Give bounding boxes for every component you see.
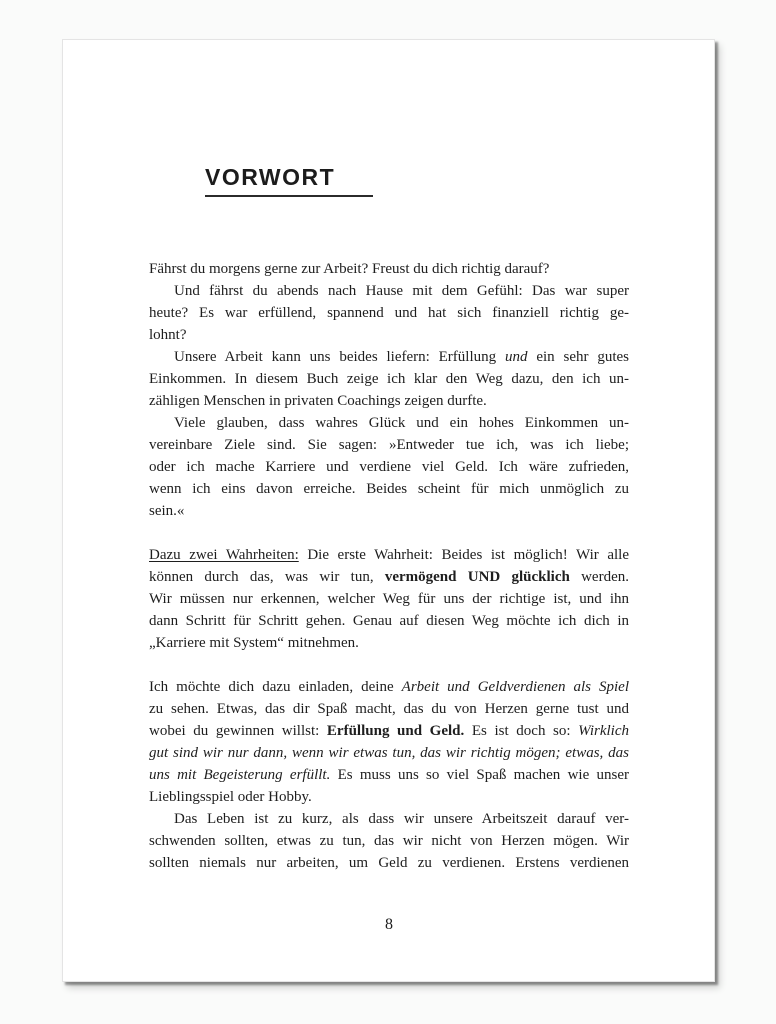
text-line — [149, 698, 629, 720]
text-line — [149, 808, 629, 830]
chapter-title: VORWORT — [205, 164, 336, 190]
text-line — [149, 500, 629, 522]
paragraph-spacer — [149, 654, 629, 676]
text-segment-italic: Wirklich — [578, 723, 629, 739]
text-segment-italic: gut sind wir nur dann, wenn wir etwas tun, das wir richtig mögen; etwas, das — [149, 745, 629, 761]
text-line — [149, 830, 629, 852]
text-segment: oder ich mache Karriere und verdiene viel Geld. Ich wäre zufrieden, — [149, 459, 629, 475]
text-segment-italic: und — [504, 349, 528, 365]
text-segment: zähligen Menschen in privaten Coachings zeigen durfte. — [149, 393, 487, 409]
text-segment-underline: Dazu zwei Wahrheiten: — [149, 547, 299, 563]
text-segment: wenn ich eins davon erreiche. Beides scheint für mich unmöglich zu — [149, 481, 629, 497]
text-line — [149, 566, 629, 588]
text-segment-italic: uns mit Begeisterung erfüllt. — [149, 767, 331, 783]
text-line — [149, 456, 629, 478]
text-segment: ein sehr gutes — [527, 349, 629, 365]
text-segment: werden. — [569, 569, 629, 585]
text-line — [149, 676, 629, 698]
text-line — [149, 324, 629, 346]
text-line — [149, 544, 629, 566]
text-segment: Fährst du morgens gerne zur Arbeit? Freust du dich richtig darauf? — [149, 261, 550, 277]
text-segment: Viele glauben, dass wahres Glück und ein hohes Einkommen un- — [174, 415, 629, 431]
text-segment: lohnt? — [149, 327, 187, 343]
text-segment: heute? Es war erfüllend, spannend und hat sich finanziell richtig ge- — [149, 305, 629, 321]
text-segment: Die erste Wahrheit: Beides ist möglich! Wir alle — [298, 547, 629, 563]
paragraph-spacer — [149, 522, 629, 544]
text-segment: Und fährst du abends nach Hause mit dem Gefühl: Das war super — [174, 283, 629, 299]
text-line — [149, 368, 629, 390]
text-segment: sein.« — [149, 503, 185, 519]
text-line — [149, 742, 629, 764]
book-page — [62, 39, 715, 982]
text-segment-italic: Arbeit und Geldverdienen als Spiel — [401, 679, 629, 695]
text-line — [149, 720, 629, 742]
text-line — [149, 258, 629, 280]
text-segment: sollten niemals nur arbeiten, um Geld zu verdienen. Erstens verdienen — [149, 855, 629, 871]
title-underline-rule — [205, 195, 373, 197]
text-segment: wobei du gewinnen willst: — [149, 723, 327, 739]
text-segment: Einkommen. In diesem Buch zeige ich klar den Weg dazu, den ich un- — [149, 371, 629, 387]
text-line — [149, 280, 629, 302]
text-segment: Ich möchte dich dazu einladen, deine — [149, 679, 402, 695]
text-line — [149, 478, 629, 500]
text-segment: Lieblingsspiel oder Hobby. — [149, 789, 312, 805]
text-segment-bold: Erfüllung und Geld. — [326, 723, 465, 739]
text-segment: dann Schritt für Schritt gehen. Genau auf diesen Weg möchte ich dich in — [149, 613, 629, 629]
text-segment: Unsere Arbeit kann uns beides liefern: Erfüllung — [174, 349, 505, 365]
text-segment: vereinbare Ziele sind. Sie sagen: »Entweder tue ich, was ich liebe; — [149, 437, 629, 453]
text-segment: Das Leben ist zu kurz, als dass wir unsere Arbeitszeit darauf ver- — [174, 811, 629, 827]
text-segment: können durch das, was wir tun, — [149, 569, 385, 585]
text-line — [149, 786, 629, 808]
text-line — [149, 764, 629, 786]
text-line — [149, 588, 629, 610]
text-line — [149, 434, 629, 456]
text-segment: Es ist doch so: — [464, 723, 579, 739]
body-text — [149, 258, 629, 874]
text-segment-bold: vermögend UND glücklich — [384, 569, 570, 585]
text-segment: Wir müssen nur erkennen, welcher Weg für uns der richtige ist, und ihn — [149, 591, 629, 607]
text-line — [149, 632, 629, 654]
text-line — [149, 302, 629, 324]
text-segment: zu sehen. Etwas, das dir Spaß macht, das du von Herzen gerne tust und — [149, 701, 629, 717]
text-segment: Es muss uns so viel Spaß machen wie unser — [330, 767, 629, 783]
text-line — [149, 610, 629, 632]
text-line — [149, 852, 629, 874]
text-line — [149, 390, 629, 412]
page-number: 8 — [385, 916, 393, 933]
text-segment: schwenden sollten, etwas zu tun, das wir nicht von Herzen mögen. Wir — [149, 833, 629, 849]
text-segment: „Karriere mit System“ mitnehmen. — [149, 635, 359, 651]
text-line — [149, 412, 629, 434]
text-line — [149, 346, 629, 368]
